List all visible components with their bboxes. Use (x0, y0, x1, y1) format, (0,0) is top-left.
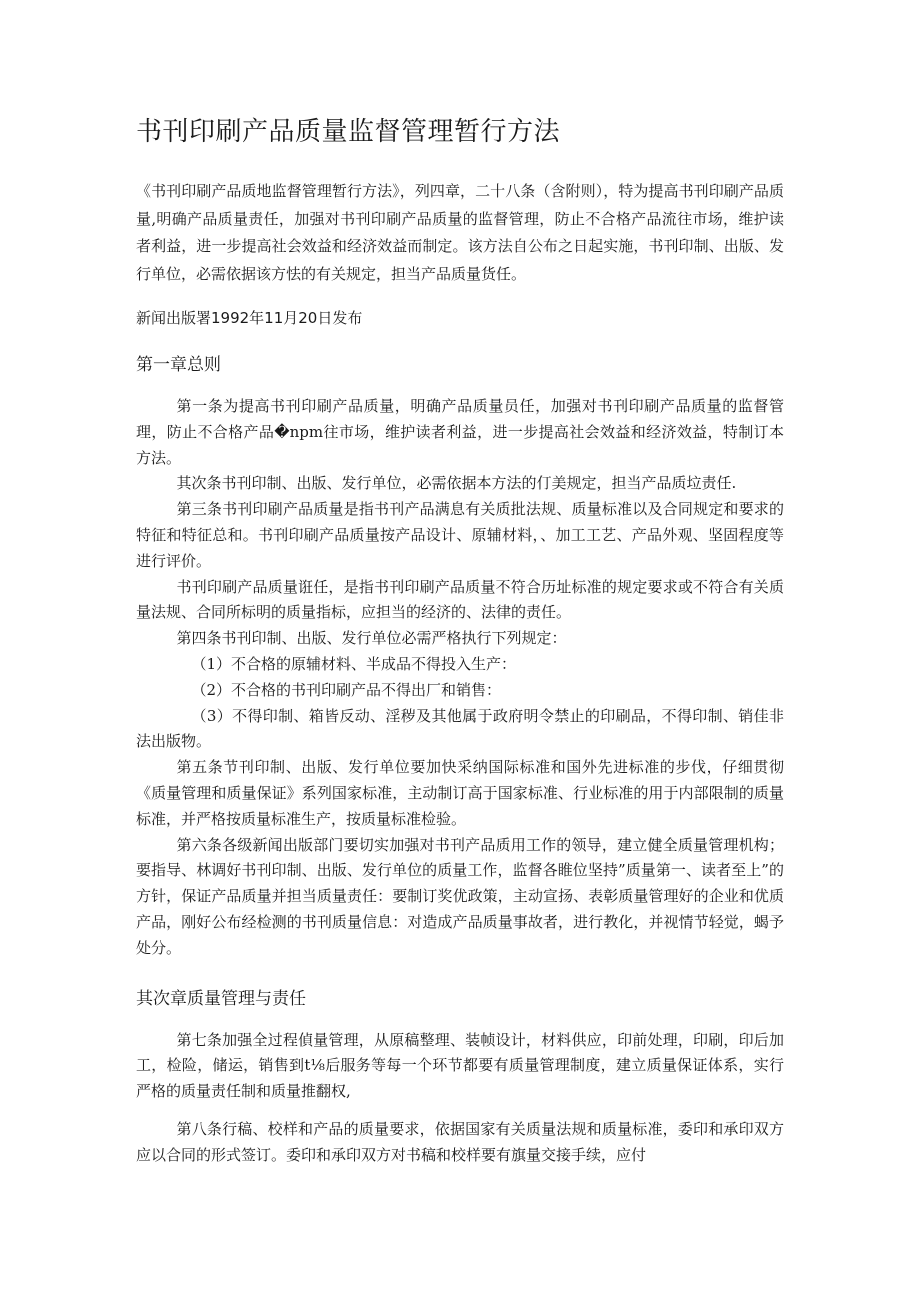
article-1: 第一条为提高书刊印刷产品质量，明确产品质量员任，加强对书刊印刷产品质量的监督管理，防止不合格产品�npm往市场，维护读者利益，进一步提高社会效益和经济效益，特制订本方法。 (136, 397, 784, 467)
chapter-1 (136, 350, 784, 962)
chapter-heading: 第一章总则 (136, 355, 221, 375)
article-8: 第八条行稿、校样和产品的质量要求，依据国家有关质量法规和质量标准，委印和承印双方应以合同的形式签订。委印和承印双方对书稿和校样要有旗量交接手续，应付 (136, 1119, 784, 1164)
article-5: 第五条节刊印制、出版、发行单位要加快采纳国际标准和国外先进标准的步伐，仔细贯彻《质量管理和质量保证》系列国家标准，主动制订高于国家标准、行业标准的用于内部限制的质量标准，并严格按质量标准生产，按质量标准检验。 (136, 758, 784, 828)
document-title: 书刊印刷产品质量监督管理暂行方法 (136, 117, 561, 147)
article-7: 第七条加强全过程偵量管理，从原稿整理、装帧设计，材料供应，印前处理，印刷，印后加工，检险，储运，销售到t⅛后服务等每一个环节都要有质量管理制度，建立质量保证体系，实行严格的质量责任制和质量推翻权, (136, 1030, 784, 1101)
publish-info: 新闻出版署1992年11月20日发布 (136, 309, 363, 327)
article-3-liability: 书刊印刷产品质量诳任，是指书刊印刷产品质量不符合历址标准的规定要求或不符合有关质量法规、合同所标明的质量指标，应担当的经济的、法律的责任。 (136, 577, 784, 622)
article-3: 第三条书刊印刷产品质量是指书刊产品满息有关质批法规、质量标准以及合同规定和要求的特征和特征总和。书刊印刷产品质量按产品设计、原辅材料，、加工工艺、产品外观、坚固程度等进行评价。 (136, 500, 784, 570)
chapter-heading: 其次章质量管理与责任 (136, 988, 306, 1009)
article-4-item-3: （3）不得印制、箱皆反动、淫秽及其他属于政府明令禁止的印刷品，不得印制、销佳非法出版物。 (136, 706, 784, 751)
article-6: 第六条各级新闻出版部门要切实加强对书刊产品质用工作的领导，建立健全质量管理机构；要指导、林调好书刊印制、出版、发行单位的质量工作，监督各睢位坚持”质量第一、读者至上”的方针，保证产品质量并担当质量责任：要制订奖优政策，主动宣扬、表彰质量管理好的企业和优质产品，刚好公布经检测的书刊质量信息：对造成产品质量事故者，进行教化，并视情节轻觉，蝎予处分。 (136, 835, 784, 957)
article-4-item-1: （1）不合格的原辅材料、半成品不得投入生产： (191, 654, 517, 673)
article-4-item-2: （2）不合格的书刊印刷产品不得出厂和销售： (191, 680, 502, 699)
intro-paragraph: 《书刊印刷产品质地监督管理暂行方法》，列四章，二十八条（含附则），特为提高书刊印刷产品质量,明确产品质量责任，加强对书刊印刷产品质量的监督管理，防止不合格产品流往市场，维护读者利益，进一步提高社会效益和经济效益而制定。该方法自公布之日起实施，书刊印制、出版、发行单位，必需依据该方怯的有关规定，担当产品质量货任。 (136, 182, 784, 283)
document-page (136, 112, 784, 1169)
article-4: 第四条书刊印制、出版、发行单位必需严格执行下列规定： (176, 629, 567, 648)
article-2: 其次条书刊印制、出版、发行单位，必需依据本方法的仃美规定，担当产品质垃责任. (176, 474, 737, 493)
chapter-2 (136, 984, 784, 1169)
